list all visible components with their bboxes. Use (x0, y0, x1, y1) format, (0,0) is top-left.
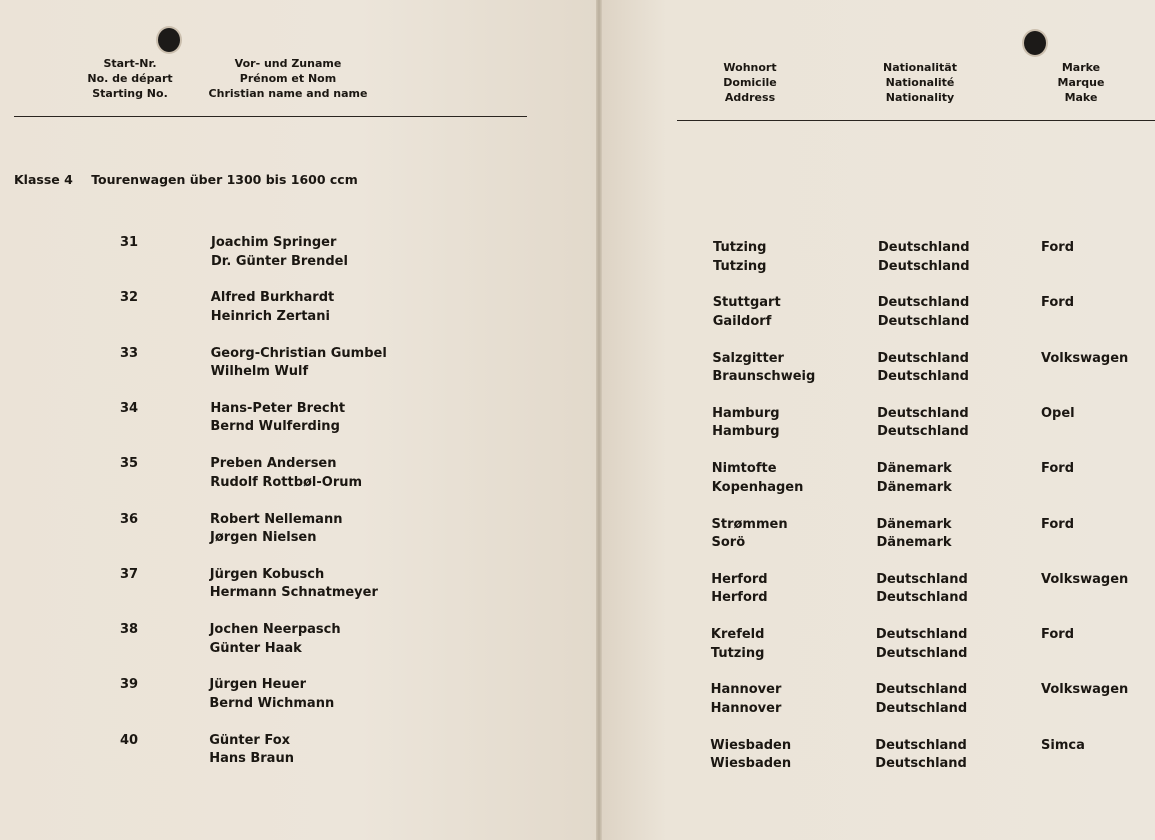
entry-names-line: Günter Haak (209, 640, 302, 656)
entry-nationalities-line: Deutschland (875, 645, 968, 661)
entry-nationalities (877, 350, 969, 387)
entry-names (211, 345, 387, 382)
entry-number (120, 511, 138, 530)
punch-hole-left (158, 28, 180, 52)
entry-nationalities-line: Dänemark (876, 461, 952, 477)
entry-names-line: Jørgen Nielsen (210, 530, 317, 545)
entry-nationalities (876, 571, 968, 608)
header-nationality-de: Nationalität (883, 61, 957, 74)
entry-number-line: 31 (120, 235, 139, 250)
entry-number-line: 39 (120, 677, 139, 693)
entry-make-line: Simca (1041, 737, 1085, 753)
entry-names-line: Jürgen Kobusch (209, 566, 325, 582)
header-name-fr: Prénom et Nom (239, 72, 337, 85)
class-number: Klasse 4 (14, 172, 73, 187)
entry-nationalities (876, 681, 968, 718)
header-nationality (868, 60, 972, 105)
punch-hole-right (1024, 31, 1046, 55)
entry-towns (711, 571, 767, 608)
entry-make (1041, 405, 1075, 424)
header-rule-right (677, 120, 1155, 121)
entry-number-line: 37 (120, 566, 139, 582)
entry-nationalities-line: Deutschland (878, 240, 970, 255)
entry-number (120, 676, 138, 695)
entry-number-line: 35 (120, 456, 139, 472)
entry-towns-line: Herford (711, 590, 768, 606)
entry-make (1041, 571, 1128, 590)
entry-towns-line: Tutzing (713, 258, 767, 274)
entry-names-line: Bernd Wulferding (210, 419, 340, 435)
entry-nationalities-line: Deutschland (875, 682, 968, 698)
entry-names-line: Heinrich Zertani (210, 308, 330, 324)
entry-names-line: Wilhelm Wulf (210, 364, 309, 380)
entry-towns-line: Sorö (711, 535, 746, 550)
entry-make-line: Volkswagen (1041, 682, 1129, 698)
entry-towns (711, 681, 782, 718)
entry-towns (713, 294, 781, 331)
header-name (208, 56, 368, 101)
entry-names-line: Joachim Springer (211, 235, 337, 250)
entry-make-line: Opel (1041, 405, 1075, 421)
header-start-no-en: Starting No. (92, 87, 168, 100)
entry-names (211, 289, 334, 326)
header-make (1046, 60, 1116, 105)
entry-names (209, 732, 294, 769)
class-title (14, 172, 358, 187)
entry-towns-line: Tutzing (713, 240, 767, 255)
entry-nationalities (877, 516, 952, 553)
entry-names-line: Jürgen Heuer (209, 677, 306, 693)
entry-towns-line: Hamburg (712, 424, 780, 440)
header-rule-left (14, 116, 527, 117)
entry-make (1041, 737, 1085, 756)
header-make-fr: Marque (1057, 76, 1105, 89)
entry-towns (712, 516, 788, 553)
entry-names-line: Alfred Burkhardt (210, 290, 335, 306)
entry-number (120, 732, 138, 751)
entry-towns-line: Braunschweig (712, 369, 816, 385)
entry-names (211, 234, 348, 271)
header-address (705, 60, 795, 105)
entry-make (1041, 516, 1074, 535)
entry-towns (710, 737, 791, 774)
entry-towns-line: Krefeld (710, 627, 765, 643)
entry-nationalities-line: Dänemark (876, 535, 952, 550)
entry-make-line: Ford (1041, 627, 1075, 643)
entry-towns-line: Stuttgart (712, 295, 781, 311)
header-start-no (80, 56, 180, 101)
entry-names-line: Jochen Neerpasch (209, 622, 341, 638)
entry-towns (712, 460, 804, 497)
entry-names-line: Hans-Peter Brecht (210, 400, 346, 416)
entry-number-line: 33 (120, 345, 139, 361)
entry-nationalities-line: Deutschland (875, 737, 967, 753)
header-address-de: Wohnort (723, 61, 777, 74)
entry-make (1041, 294, 1074, 313)
header-nationality-en: Nationality (885, 91, 955, 104)
entry-nationalities (878, 294, 970, 331)
header-nationality-fr: Nationalité (885, 76, 955, 89)
entry-towns-line: Hannover (710, 682, 782, 698)
entry-nationalities-line: Deutschland (877, 424, 969, 440)
entry-names (210, 455, 362, 492)
book-gutter (596, 0, 602, 840)
entry-towns-line: Gaildorf (712, 313, 772, 329)
entry-number (120, 566, 138, 585)
header-address-fr: Domicile (723, 76, 777, 89)
entry-towns (712, 405, 779, 442)
entry-nationalities-line: Deutschland (877, 295, 970, 311)
entry-make-line: Ford (1041, 461, 1075, 477)
entry-names (210, 566, 378, 603)
header-name-de: Vor- und Zuname (234, 57, 342, 70)
entry-number (120, 234, 138, 253)
entry-towns-line: Wiesbaden (710, 756, 792, 772)
header-start-no-fr: No. de départ (87, 72, 173, 85)
entry-number-line: 36 (120, 511, 139, 527)
entry-nationalities-line: Deutschland (876, 571, 968, 587)
entry-make-line: Ford (1041, 240, 1075, 255)
entry-number (120, 400, 138, 419)
entry-towns-line: Wiesbaden (710, 737, 792, 753)
entry-nationalities-line: Deutschland (877, 313, 970, 329)
entry-nationalities-line: Deutschland (878, 258, 970, 274)
entry-names (210, 511, 342, 548)
entry-names-line: Georg-Christian Gumbel (210, 345, 387, 361)
entry-nationalities-line: Deutschland (877, 405, 969, 421)
entry-names-line: Günter Fox (209, 732, 291, 748)
entry-names-line: Robert Nellemann (210, 511, 343, 527)
entry-nationalities (878, 239, 970, 276)
entry-make-line: Volkswagen (1041, 350, 1129, 366)
entry-make-line: Ford (1041, 295, 1075, 311)
entry-number (120, 289, 138, 308)
entry-towns-line: Salzgitter (712, 350, 784, 366)
header-start-no-de: Start-Nr. (103, 57, 157, 70)
entry-towns-line: Kopenhagen (711, 479, 804, 495)
entry-nationalities-line: Deutschland (875, 627, 968, 643)
entry-nationalities (877, 460, 952, 497)
entry-number-line: 34 (120, 400, 139, 416)
entry-nationalities-line: Deutschland (875, 700, 968, 716)
entry-number-line: 40 (120, 732, 139, 748)
entry-number (120, 455, 138, 474)
entry-number-line: 38 (120, 622, 139, 638)
entry-make (1041, 350, 1128, 369)
entry-towns (711, 626, 765, 663)
header-make-en: Make (1064, 91, 1098, 104)
entry-nationalities-line: Dänemark (876, 516, 952, 532)
entry-nationalities (876, 626, 968, 663)
header-name-en: Christian name and name (208, 87, 368, 100)
entry-make (1041, 626, 1074, 645)
entry-number (120, 345, 138, 364)
entry-towns-line: Hamburg (712, 405, 780, 421)
header-make-de: Marke (1061, 61, 1101, 74)
entry-names (209, 676, 334, 713)
entry-names-line: Preben Andersen (210, 456, 337, 472)
entry-names-line: Hans Braun (209, 751, 294, 767)
entry-nationalities-line: Deutschland (877, 350, 969, 366)
entry-names-line: Rudolf Rottbøl-Orum (210, 474, 363, 490)
entry-names-line: Bernd Wichmann (209, 695, 335, 711)
class-description: Tourenwagen über 1300 bis 1600 ccm (91, 172, 358, 187)
entry-nationalities-line: Dänemark (876, 479, 952, 495)
entry-names-line: Hermann Schnatmeyer (209, 585, 378, 601)
entry-names (210, 400, 345, 437)
entry-nationalities-line: Deutschland (875, 756, 967, 772)
header-address-en: Address (724, 91, 776, 104)
entry-nationalities (877, 405, 969, 442)
entry-make (1041, 681, 1128, 700)
entry-towns-line: Tutzing (710, 645, 765, 661)
entry-names-line: Dr. Günter Brendel (211, 253, 348, 269)
entry-make-line: Ford (1041, 516, 1075, 532)
entry-towns (713, 239, 767, 276)
entry-nationalities-line: Deutschland (877, 369, 969, 385)
entry-towns (712, 350, 815, 387)
entry-make (1041, 239, 1074, 258)
entry-names (210, 621, 341, 658)
entry-towns-line: Strømmen (711, 516, 788, 532)
entry-nationalities-line: Deutschland (876, 590, 968, 606)
entry-make (1041, 460, 1074, 479)
entry-towns-line: Hannover (710, 700, 782, 716)
entry-number-line: 32 (120, 290, 139, 306)
entry-make-line: Volkswagen (1041, 571, 1129, 587)
entry-towns-line: Herford (711, 571, 768, 587)
entry-nationalities (875, 737, 967, 774)
entry-number (120, 621, 138, 640)
entry-towns-line: Nimtofte (711, 461, 777, 477)
